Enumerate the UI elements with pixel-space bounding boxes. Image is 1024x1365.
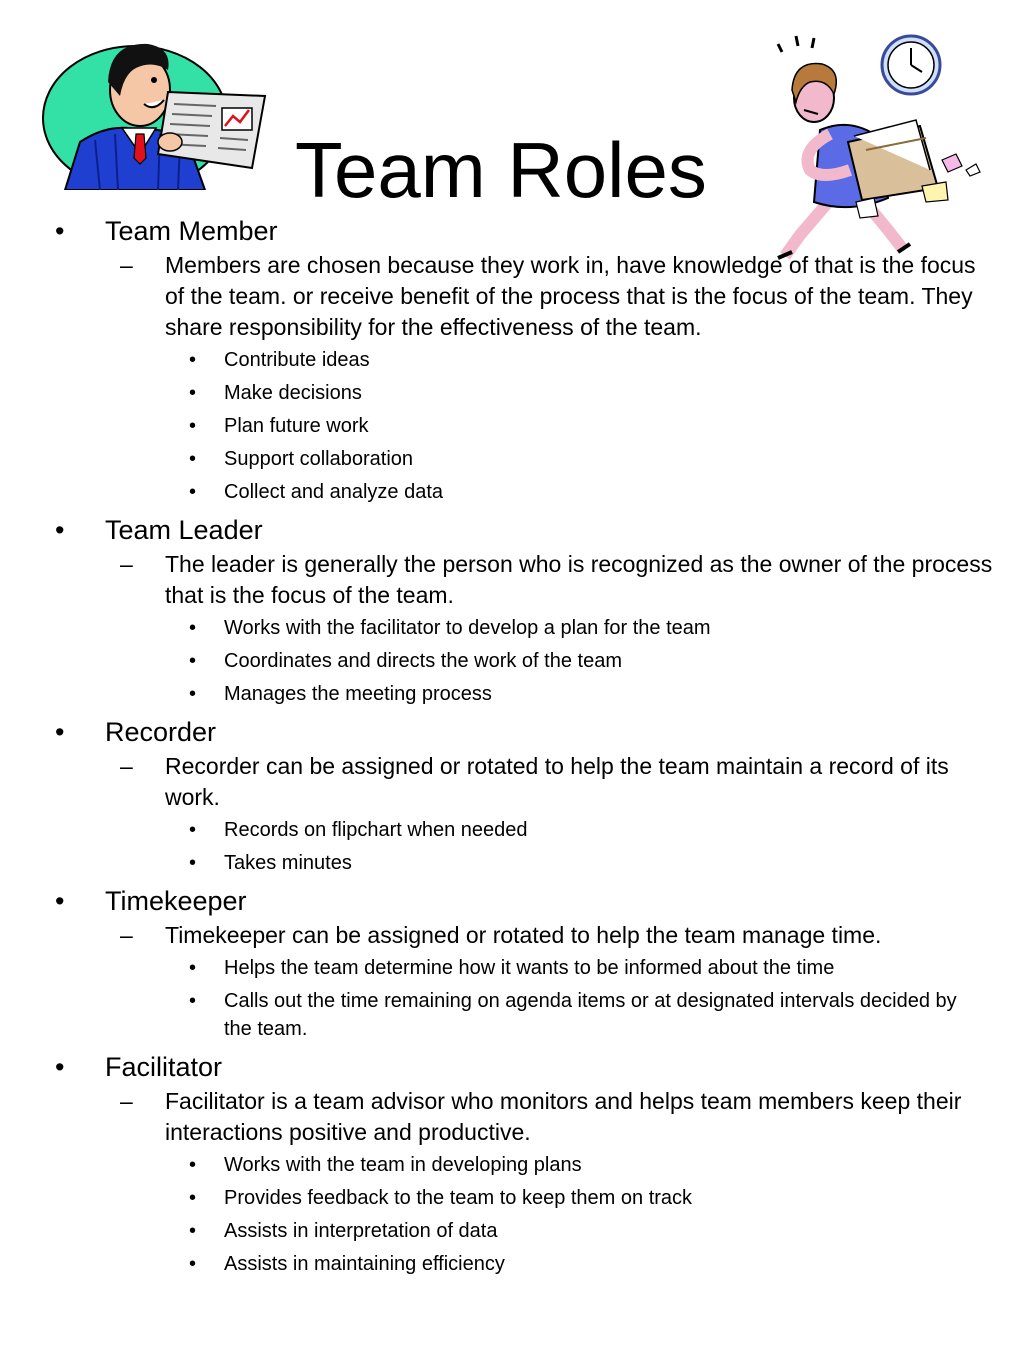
duty-item xyxy=(0,1217,1024,1245)
dash-icon: – xyxy=(120,252,133,278)
role-title: Team Leader xyxy=(105,515,263,545)
bullet-icon: • xyxy=(55,515,65,545)
bullet-icon: • xyxy=(189,1154,197,1176)
role-recorder xyxy=(0,715,1024,877)
duty-text: Plan future work xyxy=(224,415,369,437)
bullet-icon: • xyxy=(55,886,65,916)
bullet-icon: • xyxy=(189,1253,197,1275)
duty-text: Coordinates and directs the work of the team xyxy=(224,650,622,672)
duty-text: Helps the team determine how it wants to be informed about the time xyxy=(224,957,835,979)
duty-item xyxy=(0,412,1024,440)
duty-text: Takes minutes xyxy=(224,852,352,874)
duty-item xyxy=(0,379,1024,407)
role-facilitator xyxy=(0,1050,1024,1278)
duty-item xyxy=(0,647,1024,675)
duty-text: Support collaboration xyxy=(224,448,414,470)
duty-text: Calls out the time remaining on agenda items or at designated intervals decided by the team. xyxy=(224,990,957,1040)
role-timekeeper xyxy=(0,884,1024,1043)
bullet-icon: • xyxy=(55,1052,65,1082)
bullet-icon: • xyxy=(189,448,197,470)
bullet-icon: • xyxy=(189,650,197,672)
duty-item xyxy=(0,849,1024,877)
duty-item xyxy=(0,614,1024,642)
duty-list xyxy=(0,954,1024,1043)
role-description: The leader is generally the person who is recognized as the owner of the process that is the focus of the team. xyxy=(165,551,993,608)
bullet-icon: • xyxy=(189,852,197,874)
duty-list xyxy=(0,614,1024,708)
duty-item xyxy=(0,816,1024,844)
bullet-icon: • xyxy=(189,415,197,437)
bullet-icon: • xyxy=(55,717,65,747)
bullet-icon: • xyxy=(189,990,197,1012)
duty-text: Works with the facilitator to develop a plan for the team xyxy=(224,617,711,639)
bullet-icon: • xyxy=(189,382,197,404)
bullet-icon: • xyxy=(189,617,197,639)
duty-list xyxy=(0,1151,1024,1278)
duty-item xyxy=(0,987,1024,1043)
duty-list xyxy=(0,816,1024,877)
duty-text: Records on flipchart when needed xyxy=(224,819,528,841)
dash-icon: – xyxy=(120,922,133,948)
role-description: Members are chosen because they work in, have knowledge of that is the focus of the team. or receive benefit of the process that is the focus of the team. They share responsibility for the effectiveness of the team. xyxy=(165,252,976,340)
role-outline xyxy=(0,214,1024,1283)
duty-item xyxy=(0,954,1024,982)
duty-item xyxy=(0,445,1024,473)
bullet-icon: • xyxy=(55,216,65,246)
dash-icon: – xyxy=(120,753,133,779)
role-description: Facilitator is a team advisor who monitors and helps team members keep their interactions positive and productive. xyxy=(165,1088,962,1145)
bullet-icon: • xyxy=(189,349,197,371)
duty-item xyxy=(0,1151,1024,1179)
businessman-reading-newspaper-icon xyxy=(40,30,276,190)
duty-text: Assists in interpretation of data xyxy=(224,1220,498,1242)
duty-text: Contribute ideas xyxy=(224,349,370,371)
bullet-icon: • xyxy=(189,1220,197,1242)
role-description: Recorder can be assigned or rotated to help the team maintain a record of its work. xyxy=(165,753,949,810)
role-title: Recorder xyxy=(105,717,217,747)
dash-icon: – xyxy=(120,551,133,577)
duty-item xyxy=(0,1184,1024,1212)
duty-text: Assists in maintaining efficiency xyxy=(224,1253,505,1275)
role-title: Facilitator xyxy=(105,1052,223,1082)
role-title: Timekeeper xyxy=(105,886,247,916)
duty-text: Make decisions xyxy=(224,382,362,404)
role-team-member xyxy=(0,214,1024,506)
role-team-leader xyxy=(0,513,1024,708)
bullet-icon: • xyxy=(189,1187,197,1209)
duty-text: Provides feedback to the team to keep them on track xyxy=(224,1187,693,1209)
duty-text: Manages the meeting process xyxy=(224,683,492,705)
duty-item xyxy=(0,1250,1024,1278)
duty-text: Works with the team in developing plans xyxy=(224,1154,582,1176)
duty-list xyxy=(0,346,1024,506)
duty-item xyxy=(0,346,1024,374)
duty-item xyxy=(0,680,1024,708)
role-title: Team Member xyxy=(105,216,278,246)
dash-icon: – xyxy=(120,1088,133,1114)
bullet-icon: • xyxy=(189,481,197,503)
bullet-icon: • xyxy=(189,819,197,841)
slide-title: Team Roles xyxy=(295,126,707,214)
duty-text: Collect and analyze data xyxy=(224,481,444,503)
role-description: Timekeeper can be assigned or rotated to help the team manage time. xyxy=(165,922,882,948)
duty-item xyxy=(0,478,1024,506)
bullet-icon: • xyxy=(189,683,197,705)
bullet-icon: • xyxy=(189,957,197,979)
